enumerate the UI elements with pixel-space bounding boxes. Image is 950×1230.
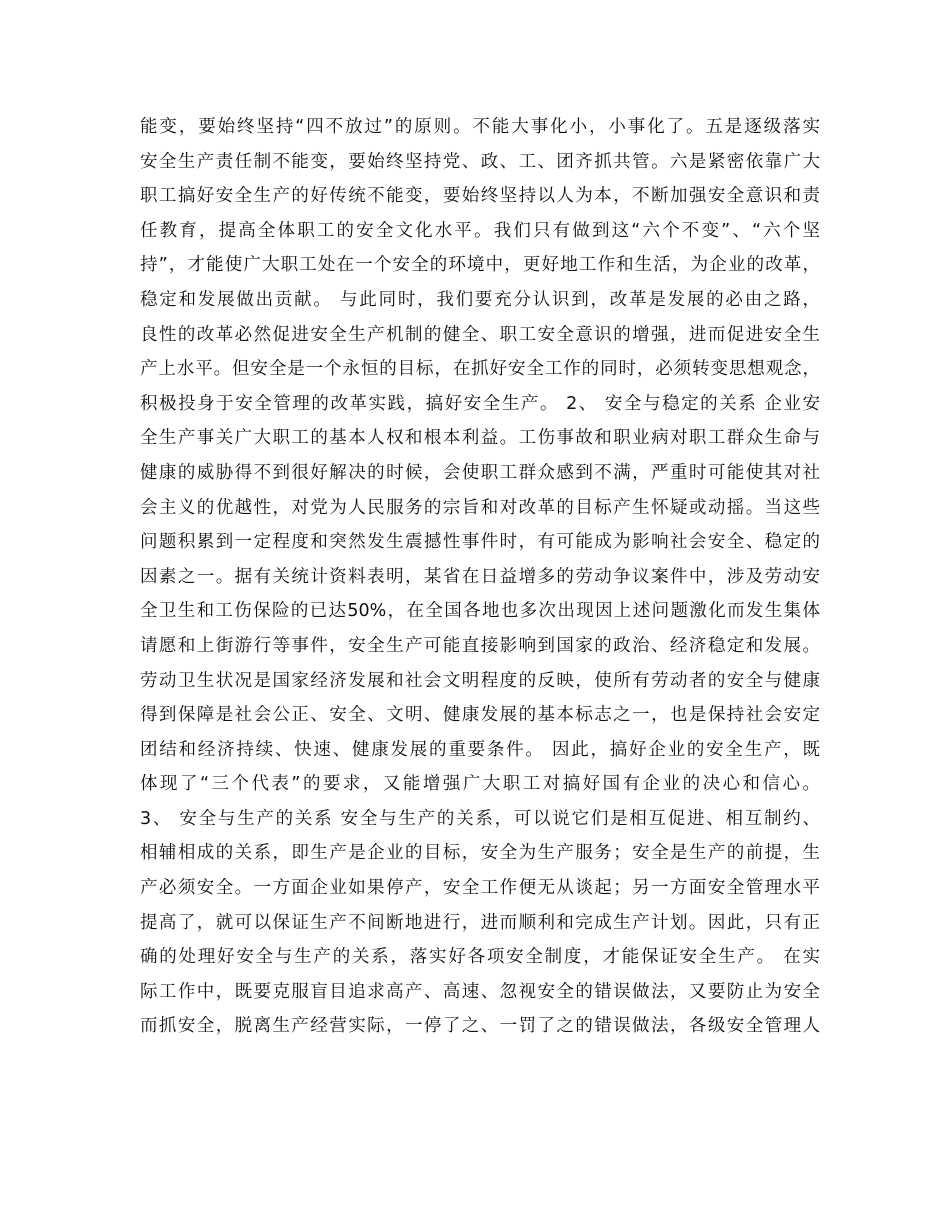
text-line: 而抓安全，脱离生产经营实际，一停了之、一罚了之的错误做法，各级安全管理人 [140, 1016, 820, 1037]
text-line: 团结和经济持续、快速、健康发展的重要条件。 因此，搞好企业的安全生产，既 [140, 739, 820, 760]
text-line: 际工作中，既要克服盲目追求高产、高速、忽视安全的错误做法，又要防止为安全 [140, 981, 820, 1002]
text-line: 全卫生和工伤保险的已达50%，在全国各地也多次出现因上述问题激化而发生集体 [140, 601, 820, 622]
text-line: 请愿和上街游行等事件，安全生产可能直接影响到国家的政治、经济稳定和发展。 [140, 635, 820, 656]
text-line: 健康的威胁得不到很好解决的时候，会使职工群众感到不满，严重时可能使其对社 [140, 462, 820, 483]
text-line: 相辅相成的关系，即生产是企业的目标，安全为生产服务；安全是生产的前提，生 [140, 843, 820, 864]
text-line: 持”，才能使广大职工处在一个安全的环境中，更好地工作和生活，为企业的改革， [140, 255, 820, 276]
text-line: 产上水平。但安全是一个永恒的目标，在抓好安全工作的同时，必须转变思想观念， [140, 359, 820, 380]
text-line: 职工搞好安全生产的好传统不能变，要始终坚持以人为本，不断加强安全意识和责 [140, 186, 820, 207]
text-line: 任教育，提高全体职工的安全文化水平。我们只有做到这“六个不变”、“六个坚 [140, 220, 820, 241]
text-line: 3、 安全与生产的关系 安全与生产的关系，可以说它们是相互促进、相互制约、 [140, 808, 820, 829]
text-line: 劳动卫生状况是国家经济发展和社会文明程度的反映，使所有劳动者的安全与健康 [140, 670, 820, 691]
text-line: 全生产事关广大职工的基本人权和根本利益。工伤事故和职业病对职工群众生命与 [140, 428, 820, 449]
body-text [140, 110, 820, 1044]
text-line: 产必须安全。一方面企业如果停产，安全工作便无从谈起；另一方面安全管理水平 [140, 878, 820, 899]
text-line: 得到保障是社会公正、安全、文明、健康发展的基本标志之一，也是保持社会安定 [140, 705, 820, 726]
text-line: 能变，要始终坚持“四不放过”的原则。不能大事化小，小事化了。五是逐级落实 [140, 117, 820, 137]
text-line: 安全生产责任制不能变，要始终坚持党、政、工、团齐抓共管。六是紧密依靠广大 [140, 151, 820, 172]
text-line: 良性的改革必然促进安全生产机制的健全、职工安全意识的增强，进而促进安全生 [140, 324, 820, 345]
text-line: 积极投身于安全管理的改革实践，搞好安全生产。 2、 安全与稳定的关系 企业安 [140, 393, 820, 414]
text-line: 问题积累到一定程度和突然发生震撼性事件时，有可能成为影响社会安全、稳定的 [140, 532, 820, 553]
text-line: 会主义的优越性，对党为人民服务的宗旨和对改革的目标产生怀疑或动摇。当这些 [140, 497, 820, 518]
text-line: 因素之一。据有关统计资料表明，某省在日益增多的劳动争议案件中，涉及劳动安 [140, 566, 820, 587]
text-line: 确的处理好安全与生产的关系，落实好各项安全制度，才能保证安全生产。 在实 [140, 947, 820, 968]
text-line: 体现了“三个代表”的要求，又能增强广大职工对搞好国有企业的决心和信心。 [140, 774, 820, 795]
text-line: 提高了，就可以保证生产不间断地进行，进而顺利和完成生产计划。因此，只有正 [140, 912, 820, 933]
text-line: 稳定和发展做出贡献。 与此同时，我们要充分认识到，改革是发展的必由之路， [140, 289, 820, 310]
